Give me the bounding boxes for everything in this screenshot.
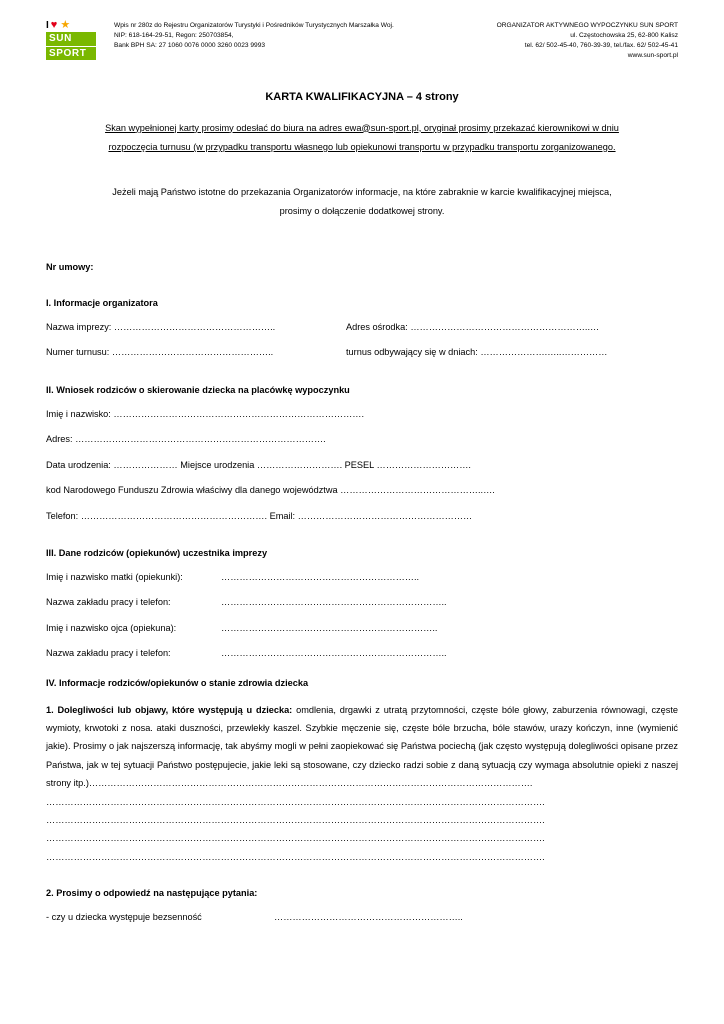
blank-line-1[interactable]: ………………………………………………………………………………………………………………………………………………. (46, 796, 545, 807)
turnus-dates-label: turnus odbywający się w dniach: (346, 347, 478, 358)
health-question-1-label: 1. Dolegliwości lub objawy, które występują u dziecka: (46, 704, 293, 715)
insomnia-question-dots: …………………………………………………….. (274, 912, 463, 923)
health-question-1[interactable] (46, 701, 678, 793)
lead-instructions (46, 119, 678, 158)
event-name-dots: …………………………………………….. (113, 322, 276, 332)
section-1-row-2 (46, 346, 678, 358)
contact-line-4: www.sun-sport.pl (627, 51, 678, 59)
mother-name-field[interactable] (46, 571, 678, 583)
heart-icon: ♥ (50, 19, 58, 31)
section-1-row-1 (46, 321, 678, 333)
logo-top-row (46, 20, 104, 31)
contact-line-1: ORGANIZATOR AKTYWNEGO WYPOCZYNKU SUN SPORT (496, 22, 678, 29)
resort-address-field[interactable] (346, 321, 678, 333)
company-registry-info (114, 18, 487, 51)
event-name-field[interactable] (46, 321, 346, 333)
registry-line-2: NIP: 618-164-29-51, Regon: 250703854, (114, 31, 234, 39)
registry-line-1: Wpis nr 280z do Rejestru Organizatorów Turystyki i Pośredników Turystycznych Marszałka Woj. (114, 22, 394, 29)
father-name-field[interactable] (46, 622, 678, 634)
father-name-label: Imię i nazwisko ojca (opiekuna): (46, 622, 177, 633)
section-1-heading: I. Informacje organizatora (46, 298, 158, 308)
section-4-heading: IV. Informacje rodziców/opiekunów o stanie zdrowia dziecka (46, 677, 309, 688)
blank-line-3[interactable]: ………………………………………………………………………………………………………………………………………………. (46, 833, 545, 844)
turnus-number-label: Numer turnusu: (46, 347, 110, 358)
turnus-number-field[interactable] (46, 346, 346, 358)
birth-data-field[interactable]: Data urodzenia: ………………… Miejsce urodzenia ………………………. PESEL …………………………. (46, 459, 471, 470)
company-contact-info (497, 18, 678, 61)
mother-work-label: Nazwa zakładu pracy i telefon: (46, 597, 171, 608)
extra-page-note (46, 183, 678, 220)
lead-line-2: rozpoczęcia turnusu (w przypadku transportu własnego lub opiekunowi transportu w przypadku transportu zorganizowanego. (108, 141, 616, 152)
nfz-code-field[interactable]: kod Narodowego Funduszu Zdrowia właściwy dla danego województwa ………………………………………..…. (46, 485, 495, 496)
turnus-number-dots: …………………………………………….. (111, 347, 274, 358)
sun-sport-logo (46, 18, 104, 60)
contact-line-3: tel. 62/ 502-45-40, 760-39-39, tel./fax. 62/ 502-45-41 (524, 41, 678, 49)
father-work-field[interactable] (46, 647, 678, 659)
contact-line-2: ul. Częstochowska 25, 62-800 Kalisz (570, 31, 678, 39)
blank-line-2[interactable]: ………………………………………………………………………………………………………………………………………………. (46, 815, 545, 826)
child-name-field[interactable]: Imię i nazwisko: ………………………………………………………………………. (46, 408, 365, 419)
mother-work-field[interactable] (46, 596, 678, 608)
resort-address-dots: …………………………………………………..… (410, 322, 600, 332)
mother-work-dots: ……………………………………………………………….. (221, 597, 447, 608)
logo-word-sun: SUN (46, 32, 96, 46)
contract-number-label: Nr umowy: (46, 262, 94, 272)
note-line-1: Jeżeli mają Państwo istotne do przekazania Organizatorów informacje, na które zabraknie w karcie kwalifikacyjnej miejsca, (112, 187, 612, 198)
health-question-1-text: omdlenia, drgawki z utratą przytomności, częste bóle głowy, zaburzenia równowagi, częste wymioty, krwotoki z nosa. ataki duszności, przewlekły kaszel. Szybkie męczenie się, częste bóle brzucha, bóle stawów, urazy kończyn, inne (wymienić jakie). Prosimy o jak najszerszą informację, tak abyśmy mogli w pełni zaopiekować się Państwa pociechą (jak często występują dolegliwości opisane przez Państwa, jak w tej sytuacji Państwo postępujecie, jakie leki są stosowane, czy dziecko radzi sobie z daną sytuacją czy wymaga absolutnie opieki z naszej strony itp.)………………………………………………………………………………………………………………………………. (46, 704, 678, 789)
logo-letter-i: I (46, 19, 49, 31)
registry-line-3: Bank BPH SA: 27 1060 0076 0000 3260 0023 9993 (114, 41, 266, 49)
event-name-label: Nazwa imprezy: (46, 322, 112, 332)
blank-line-4[interactable]: ………………………………………………………………………………………………………………………………………………. (46, 851, 545, 862)
page-title: KARTA KWALIFIKACYJNA – 4 strony (265, 90, 459, 103)
note-line-2: prosimy o dołączenie dodatkowej strony. (279, 205, 445, 216)
insomnia-question-row[interactable] (46, 912, 678, 922)
lead-line-1: Skan wypełnionej karty prosimy odesłać do biura na adres ewa@sun-sport.pl, oryginał prosimy przekazać kierownikowi w dniu (105, 122, 619, 133)
section-3-heading: III. Dane rodziców (opiekunów) uczestnika imprezy (46, 547, 268, 558)
child-address-field[interactable]: Adres: ………………………………………………………………………. (46, 434, 326, 445)
turnus-dates-field[interactable] (346, 346, 678, 358)
mother-name-label: Imię i nazwisko matki (opiekunki): (46, 571, 183, 582)
father-name-dots: …………………………………………………………….. (221, 622, 438, 633)
turnus-dates-dots: ………………….…..…………… (480, 347, 608, 358)
section-4-question-2-heading: 2. Prosimy o odpowiedź na następujące pytania: (46, 888, 258, 899)
mother-name-dots: ……………………………………………………….. (221, 571, 420, 582)
insomnia-question-label: - czy u dziecka występuje bezsenność (46, 912, 202, 923)
logo-word-sport: SPORT (46, 47, 96, 61)
phone-email-field[interactable]: Telefon: ……………………………………………………. Email: ………………………………………………… (46, 510, 473, 521)
father-work-label: Nazwa zakładu pracy i telefon: (46, 648, 171, 659)
star-icon: ★ (60, 19, 71, 31)
document-header (46, 18, 678, 61)
section-2-heading: II. Wniosek rodziców o skierowanie dziecka na placówkę wypoczynku (46, 384, 350, 395)
father-work-dots: ……………………………………………………………….. (221, 648, 447, 659)
resort-address-label: Adres ośrodka: (346, 322, 408, 332)
